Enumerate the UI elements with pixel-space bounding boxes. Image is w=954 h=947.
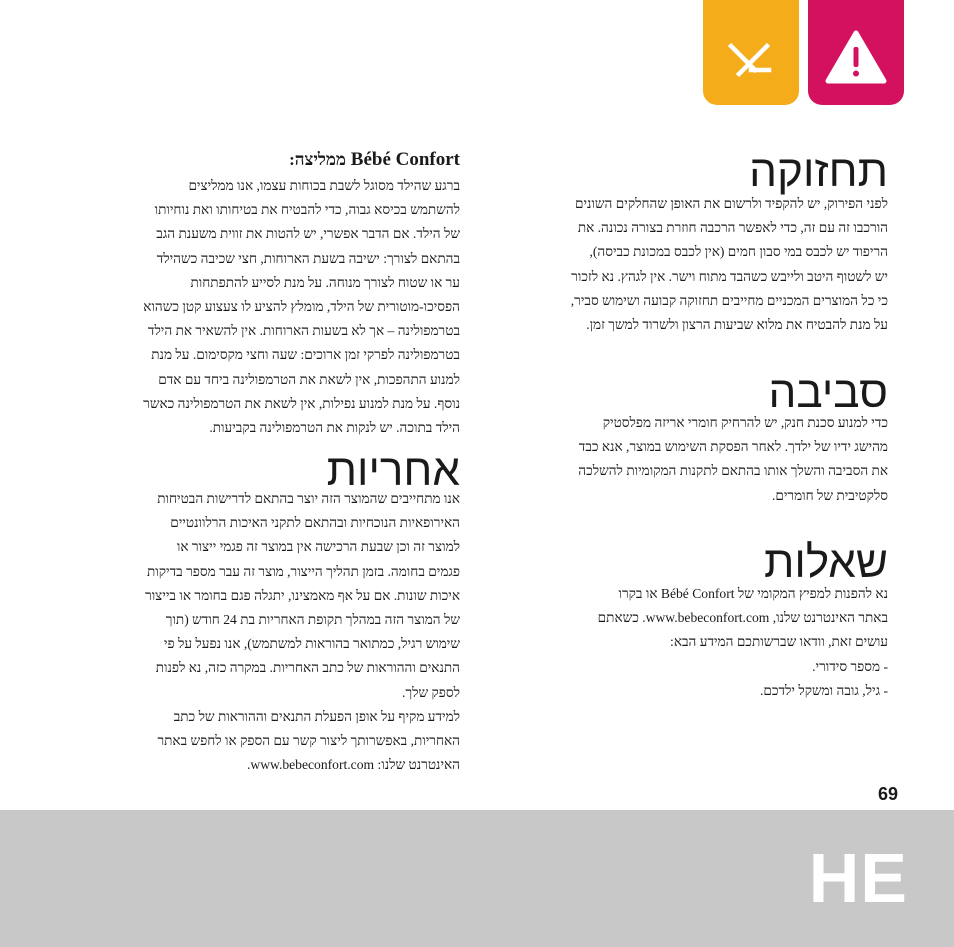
- text-line: נוסף. על מנת למנוע נפילות, אין לשאת את הטרמפולינה כאשר: [143, 395, 460, 411]
- text-line: כי כל המוצרים המכניים מחייבים תחזוקה קבועה ושימוש סביר,: [570, 292, 888, 308]
- text-line: מהישג ידיו של ילדך. לאחר הפסקת השימוש במוצר, אנא כבד: [578, 439, 888, 455]
- text-line: ער או שטוח לצורך מנוחה. על מנת לסייע להתפתחות: [190, 274, 460, 290]
- text-line: פגמים בחומה. בזמן תהליך הייצור, מוצר זה עבר מספר בדיקות: [146, 563, 460, 579]
- text-line: בטרמפולינה לפרקי זמן ארוכים: שעה וחצי מקסימום. על מנת: [151, 347, 460, 363]
- brand-name: Bébé Confort: [350, 149, 460, 170]
- warning-icon: [808, 0, 904, 105]
- footer-band: [0, 810, 954, 947]
- warning-tab: [808, 0, 904, 105]
- questions-text: [598, 582, 888, 703]
- text-line: הורכבו זה עם זה, כדי לאפשר הרכבה חוזרת בצורה נכונה. את: [577, 220, 888, 236]
- text-line: האחריות, באפשרותך ליצור קשר עם הספק או לחפש באתר: [157, 733, 460, 749]
- text-line: - מספר סידורי.: [812, 658, 888, 674]
- text-line: האירופאיות הנוכחיות ובהתאם לתקני האיכות הרלוונטיים: [170, 515, 460, 531]
- text-line: של המוצר הזה במהלך תקופת האחריות בת 24 חודש (תוך: [165, 612, 460, 628]
- text-line: בהתאם לצורך: ישיבה בשעת הארוחות, חצי שכיבה כשהילד: [156, 250, 460, 266]
- text-line: בטרמפולינה – אך לא בשעות הארוחות. אין להשאיר את הילד: [147, 323, 460, 339]
- tools-tab: [703, 0, 799, 105]
- recommendation-title: [289, 150, 460, 169]
- maintenance-text: [571, 192, 888, 337]
- warranty-title: אחריות: [326, 446, 460, 495]
- text-line: עושים זאת, וודאו שברשותכם המידע הבא:: [670, 634, 888, 650]
- text-line: סלקטיבית של חומרים.: [771, 487, 888, 503]
- text-line: - גיל, גובה ומשקל ילדכם.: [759, 682, 888, 698]
- text-line: הפסיכו-מוטורית של הילד, מומלץ להציע לו צעצוע קטן כשהוא: [143, 299, 460, 315]
- text-line: להשתמש בכיסא גבוה, כדי להבטיח את בטיחותו ואת נוחיותו: [154, 202, 460, 218]
- maintenance-title: תחזוקה: [749, 147, 888, 196]
- text-line: באתר האינטרנט שלנו, www.bebeconfort.com. כשאתם: [597, 610, 888, 626]
- environment-title: סביבה: [768, 368, 888, 417]
- text-line: למידע מקיף על אופן הפעלת התנאים וההוראות של כתב: [173, 708, 460, 724]
- text-line: נא להפנות למפיץ המקומי של Bébé Confort או בקרו: [618, 586, 888, 601]
- text-line: לספק שלך.: [402, 684, 460, 700]
- warranty-text: [145, 487, 460, 777]
- recommendation-label: ממליצה:: [289, 150, 347, 169]
- text-line: את הסביבה והשלך אותו בהתאם לתקנות המקומיות להשלכה: [578, 463, 888, 479]
- tools-icon: [703, 0, 799, 105]
- text-line: למנוע התהפכות, אין לשאת את הטרמפולינה ביחד עם אדם: [158, 371, 460, 387]
- environment-text: [578, 411, 888, 508]
- text-line: שימוש רגיל, כמתואר בהוראות למשתמש), אנו נפעל על פי: [163, 636, 460, 652]
- text-line: האינטרנט שלנו: www.bebeconfort.com.: [246, 757, 460, 773]
- text-line: הילד בתוכה. יש לנקות את הטרמפולינה בקביעות.: [209, 420, 460, 436]
- page-number: 69: [878, 784, 899, 804]
- text-line: של הילד. אם הדבר אפשרי, יש להטות את זווית משענת הגב: [156, 226, 460, 242]
- text-line: יש לשטוף היטב ולייבש כשהבד מתוח וישר. אין לגהץ. נא לזכור: [571, 268, 888, 284]
- text-line: ברגע שהילד מסוגל לשבת בכוחות עצמו, אנו ממליצים: [188, 178, 460, 193]
- text-line: אנו מתחייבים שהמוצר הזה יוצר בהתאם לדרישות הבטיחות: [157, 491, 460, 506]
- text-line: לפני הפירוק, יש להקפיד ולרשום את האופן שהחלקים השונים: [574, 196, 888, 211]
- questions-title: שאלות: [763, 538, 888, 587]
- text-line: כדי למנוע סכנת חנק, יש להרחיק חומרי אריזה מפלסטיק: [602, 415, 888, 430]
- language-code: HE: [808, 839, 908, 917]
- text-line: הריפוד יש לכבס במי סבון חמים (אין לכבס במכונת כביסה),: [589, 244, 888, 260]
- text-line: למוצר זה וכן שבעת הרכישה אין במוצר זה פגמי ייצור או: [176, 539, 460, 555]
- text-line: התנאים וההוראות של כתב האחריות. במקרה כזה, נא לפנות: [155, 660, 460, 676]
- text-line: איכות שונות. אם על אף מאמצינו, יתגלה פגם בחומר או בייצור: [145, 587, 460, 603]
- recommendation-text: [143, 174, 460, 440]
- text-line: על מנת להבטיח את מלוא שביעות הרצון ולשרוד למשך זמן.: [586, 317, 888, 333]
